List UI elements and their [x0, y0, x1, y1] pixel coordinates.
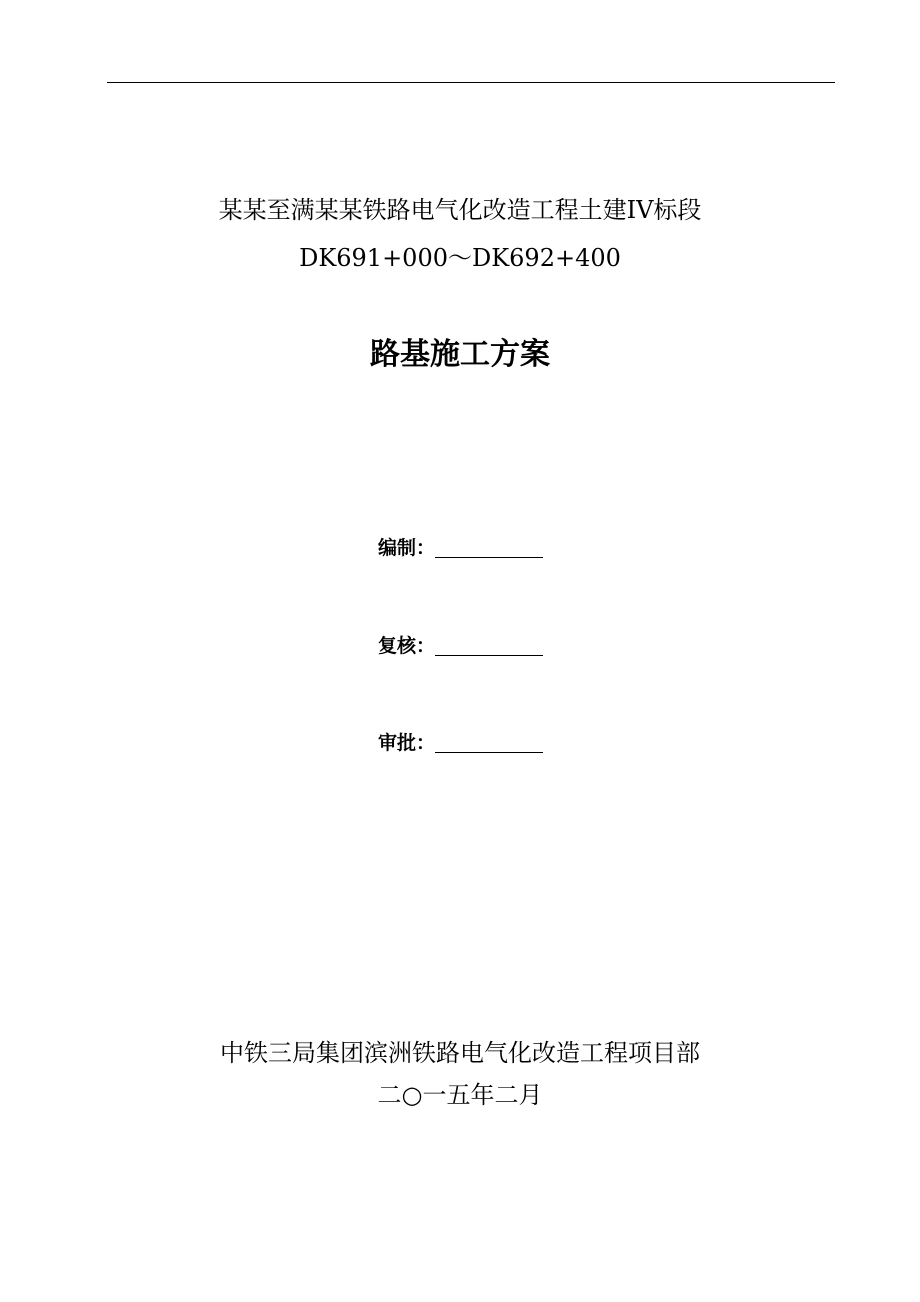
document-title: 路基施工方案 [370, 337, 550, 372]
review-signature-blank [435, 635, 543, 656]
approve-label: 审批： [378, 732, 436, 754]
organization-name: 中铁三局集团滨洲铁路电气化改造工程项目部 [220, 1039, 700, 1067]
document-date: 二○一五年二月 [377, 1081, 543, 1109]
compile-signature-row [378, 533, 543, 561]
project-name: 某某至满某某铁路电气化改造工程土建IV标段 [218, 196, 702, 224]
review-label: 复核： [378, 635, 436, 657]
review-signature-row [378, 631, 543, 659]
approve-signature-row [378, 728, 543, 756]
compile-signature-blank [435, 537, 543, 558]
section-range: DK691+000～DK692+400 [299, 244, 621, 272]
compile-label: 编制： [378, 537, 436, 559]
header-rule [107, 82, 835, 83]
approve-signature-blank [435, 732, 543, 753]
